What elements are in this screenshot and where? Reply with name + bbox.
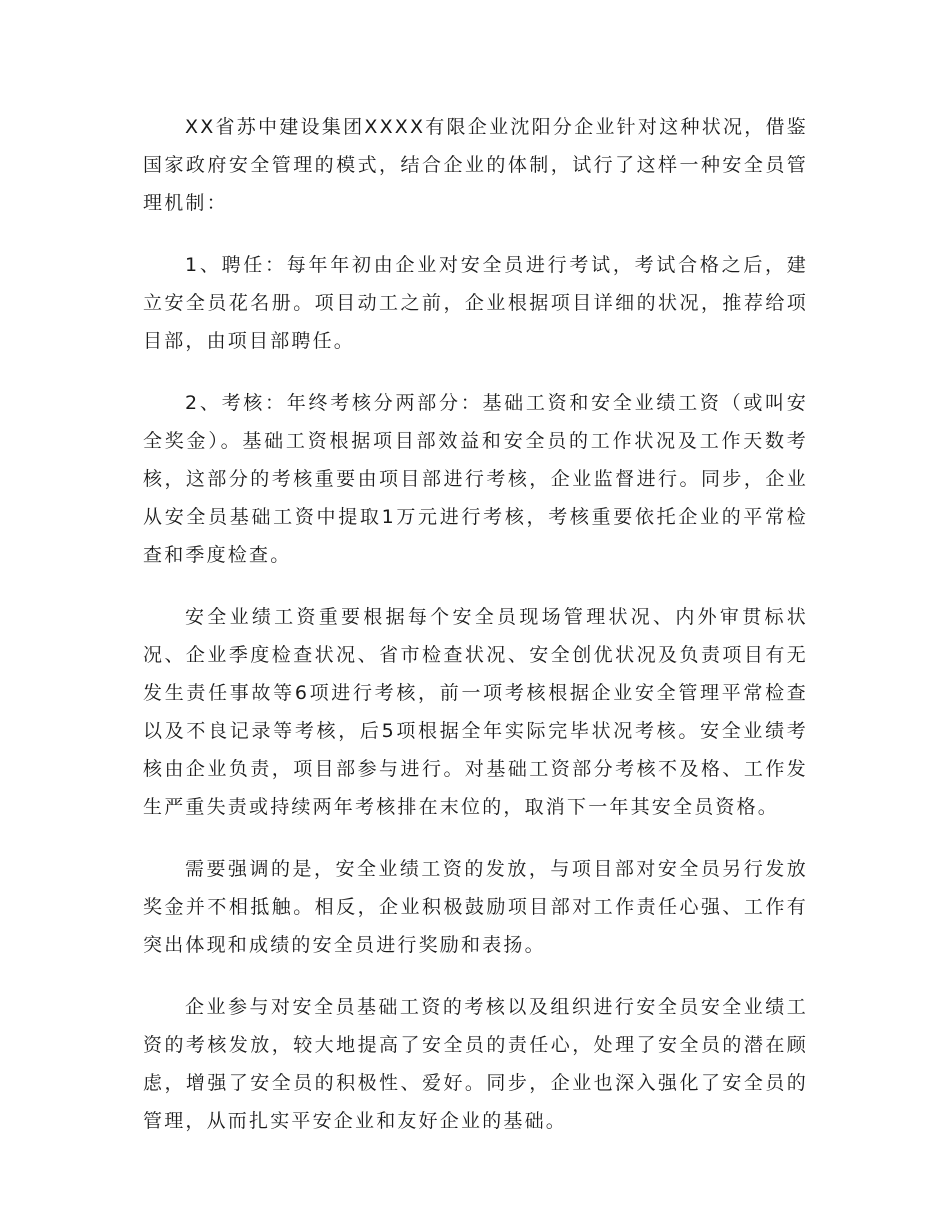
paragraph-performance-pay: 安全业绩工资重要根据每个安全员现场管理状况、内外审贯标状况、企业季度检查状况、省市检查状况、安全创优状况及负责项目有无发生责任事故等6项进行考核，前一项考核根据企业安全管理平常检查以及不良记录等考核，后5项根据全年实际完毕状况考核。安全业绩考核由企业负责，项目部参与进行。对基础工资部分考核不及格、工作发生严重失责或持续两年考核排在末位的，取消下一年其安全员资格。 [143,606,808,818]
paragraph-emphasis: 需要强调的是，安全业绩工资的发放，与项目部对安全员另行发放奖金并不相抵触。相反，企业积极鼓励项目部对工作责任心强、工作有突出体现和成绩的安全员进行奖励和表扬。 [143,858,808,956]
paragraph-assessment: 2、考核：年终考核分两部分：基础工资和安全业绩工资（或叫安全奖金）。基础工资根据项目部效益和安全员的工作状况及工作天数考核，这部分的考核重要由项目部进行考核，企业监督进行。同步，企业从安全员基础工资中提取1万元进行考核，考核重要依托企业的平常检查和季度检查。 [143,392,808,566]
document-body [143,108,808,1164]
paragraph-conclusion: 企业参与对安全员基础工资的考核以及组织进行安全员安全业绩工资的考核发放，较大地提高了安全员的责任心，处理了安全员的潜在顾虑，增强了安全员的积极性、爱好。同步，企业也深入强化了安全员的管理，从而扎实平安企业和友好企业的基础。 [143,996,808,1132]
paragraph-intro: XX省苏中建设集团XXXX有限企业沈阳分企业针对这种状况，借鉴国家政府安全管理的模式，结合企业的体制，试行了这样一种安全员管理机制： [143,116,808,214]
paragraph-appointment: 1、聘任：每年年初由企业对安全员进行考试，考试合格之后，建立安全员花名册。项目动工之前，企业根据项目详细的状况，推荐给项目部，由项目部聘任。 [143,254,808,352]
